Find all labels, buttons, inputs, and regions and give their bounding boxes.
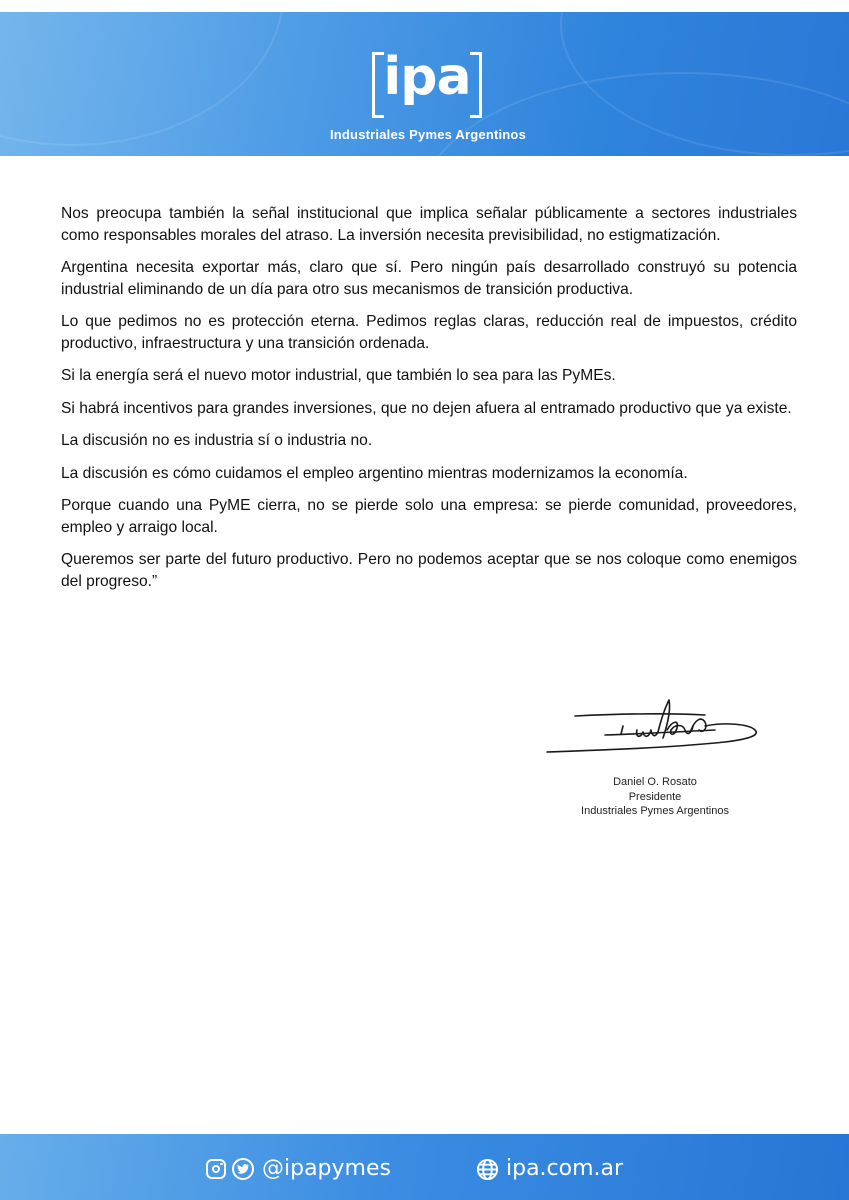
paragraph: Lo que pedimos no es protección eterna. Pedimos reglas claras, reducción real de impuestos, crédito productivo, infraestructura y una transición ordenada. bbox=[61, 313, 797, 352]
signer-name: Daniel O. Rosato bbox=[613, 776, 697, 788]
paragraph: Nos preocupa también la señal institucional que implica señalar públicamente a sectores industriales como responsables morales del atraso. La inversión necesita previsibilidad, no estigmatización. bbox=[61, 205, 797, 244]
website-link[interactable]: ipa.com.ar bbox=[506, 1156, 624, 1181]
decorative-swirl bbox=[420, 72, 849, 156]
paragraph: Porque cuando una PyME cierra, no se pierde solo una empresa: se pierde comunidad, proveedores, empleo y arraigo local. bbox=[61, 497, 797, 536]
instagram-icon[interactable] bbox=[206, 1159, 226, 1179]
letter-body bbox=[61, 203, 797, 603]
handwritten-signature bbox=[545, 690, 765, 780]
signer-role: Presidente bbox=[628, 790, 682, 803]
website-link-group bbox=[476, 1156, 623, 1182]
twitter-bird-glyph bbox=[237, 1164, 249, 1174]
paragraph: Si la energía será el nuevo motor industrial, que también lo sea para las PyMEs. bbox=[61, 367, 616, 384]
signer-organization: Industriales Pymes Argentinos bbox=[581, 805, 729, 817]
letterhead-banner bbox=[0, 12, 849, 156]
twitter-icon[interactable] bbox=[232, 1158, 254, 1180]
letterhead-footer bbox=[0, 1134, 849, 1200]
decorative-swirl bbox=[0, 12, 284, 146]
paragraph: Si habrá incentivos para grandes inversiones, que no dejen afuera al entramado productivo que ya existe. bbox=[61, 399, 792, 417]
paragraph: La discusión no es industria sí o industria no. bbox=[61, 432, 373, 449]
paragraph: Argentina necesita exportar más, claro que sí. Pero ningún país desarrollado construyó su potencia industrial eliminando de un día para otro sus mecanismos de transición productiva. bbox=[61, 259, 797, 298]
logo-tagline: Industriales Pymes Argentinos bbox=[329, 127, 527, 142]
logo-text: ipa bbox=[383, 47, 471, 107]
paragraph: La discusión es cómo cuidamos el empleo argentino mientras modernizamos la economía. bbox=[61, 464, 688, 482]
social-handle[interactable]: @ipapymes bbox=[262, 1156, 391, 1181]
globe-icon[interactable] bbox=[476, 1158, 499, 1181]
social-links bbox=[206, 1156, 391, 1182]
paragraph: Queremos ser parte del futuro productivo. Pero no podemos aceptar que se nos coloque como enemigos del progreso.” bbox=[61, 551, 797, 590]
signature-block bbox=[545, 775, 765, 819]
logo-bracket-right bbox=[470, 52, 482, 118]
ipa-logo bbox=[372, 47, 482, 116]
